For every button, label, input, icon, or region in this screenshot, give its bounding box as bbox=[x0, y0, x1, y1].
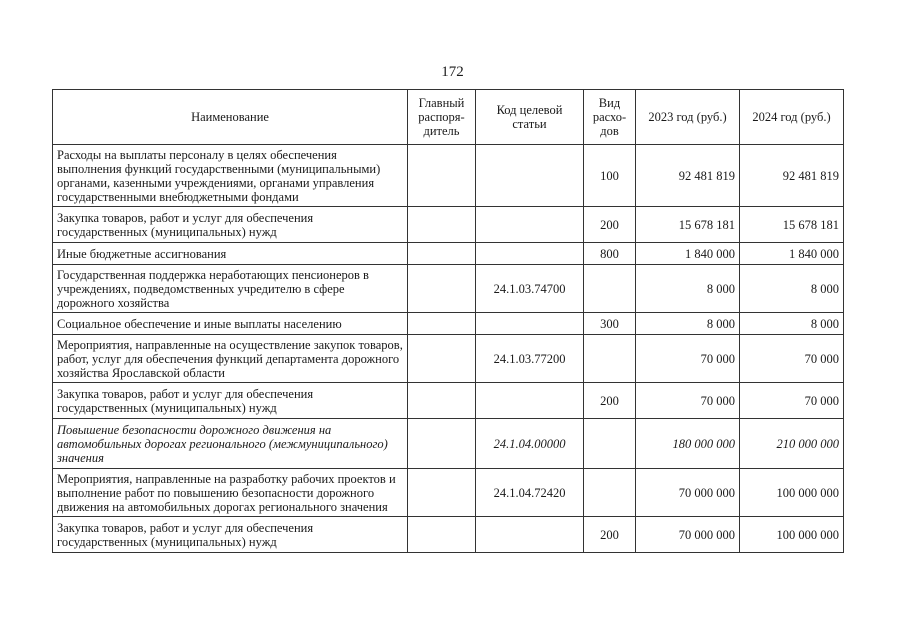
cell-kind: 200 bbox=[584, 383, 636, 419]
cell-2024: 1 840 000 bbox=[740, 243, 844, 265]
table-header-row bbox=[53, 90, 844, 145]
cell-kind: 100 bbox=[584, 145, 636, 207]
cell-name: Мероприятия, направленные на осуществление закупок товаров, работ, услуг для обеспечения функций департамента дорожного хозяйства Ярославской области bbox=[53, 335, 408, 383]
cell-2023: 70 000 bbox=[636, 335, 740, 383]
cell-kind: 800 bbox=[584, 243, 636, 265]
cell-name: Закупка товаров, работ и услуг для обеспечения государственных (муниципальных) нужд bbox=[53, 207, 408, 243]
cell-name: Государственная поддержка неработающих пенсионеров в учреждениях, подведомственных учредителю в сфере дорожного хозяйства bbox=[53, 265, 408, 313]
cell-code: 24.1.04.00000 bbox=[476, 419, 584, 469]
table-body bbox=[53, 145, 844, 553]
table-row bbox=[53, 145, 844, 207]
cell-manager bbox=[408, 469, 476, 517]
cell-manager bbox=[408, 335, 476, 383]
cell-code bbox=[476, 517, 584, 553]
cell-name: Повышение безопасности дорожного движения на автомобильных дорогах регионального (межмуниципального) значения bbox=[53, 419, 408, 469]
table-row bbox=[53, 517, 844, 553]
header-name: Наименование bbox=[53, 90, 408, 145]
header-code: Код целевой статьи bbox=[476, 90, 584, 145]
cell-code bbox=[476, 145, 584, 207]
header-2023: 2023 год (руб.) bbox=[636, 90, 740, 145]
page-number: 172 bbox=[441, 64, 464, 80]
budget-table bbox=[52, 89, 844, 553]
cell-name: Закупка товаров, работ и услуг для обеспечения государственных (муниципальных) нужд bbox=[53, 383, 408, 419]
cell-2023: 92 481 819 bbox=[636, 145, 740, 207]
cell-2023: 8 000 bbox=[636, 265, 740, 313]
cell-code: 24.1.03.77200 bbox=[476, 335, 584, 383]
cell-code: 24.1.03.74700 bbox=[476, 265, 584, 313]
cell-2024: 70 000 bbox=[740, 383, 844, 419]
cell-code bbox=[476, 383, 584, 419]
cell-2024: 100 000 000 bbox=[740, 517, 844, 553]
cell-manager bbox=[408, 145, 476, 207]
cell-2024: 15 678 181 bbox=[740, 207, 844, 243]
table-row bbox=[53, 383, 844, 419]
cell-2024: 70 000 bbox=[740, 335, 844, 383]
cell-2024: 210 000 000 bbox=[740, 419, 844, 469]
cell-code bbox=[476, 313, 584, 335]
cell-name: Мероприятия, направленные на разработку рабочих проектов и выполнение работ по повышению безопасности дорожного движения на автомобильных дорогах регионального значения bbox=[53, 469, 408, 517]
cell-2023: 70 000 bbox=[636, 383, 740, 419]
cell-manager bbox=[408, 419, 476, 469]
header-2024: 2024 год (руб.) bbox=[740, 90, 844, 145]
cell-2023: 180 000 000 bbox=[636, 419, 740, 469]
cell-2023: 70 000 000 bbox=[636, 469, 740, 517]
cell-manager bbox=[408, 313, 476, 335]
cell-2024: 8 000 bbox=[740, 313, 844, 335]
cell-manager bbox=[408, 265, 476, 313]
cell-name: Закупка товаров, работ и услуг для обеспечения государственных (муниципальных) нужд bbox=[53, 517, 408, 553]
cell-name: Социальное обеспечение и иные выплаты населению bbox=[53, 313, 408, 335]
cell-2023: 70 000 000 bbox=[636, 517, 740, 553]
cell-kind: 300 bbox=[584, 313, 636, 335]
table-row bbox=[53, 243, 844, 265]
table-row bbox=[53, 469, 844, 517]
header-kind: Вид расхо-дов bbox=[584, 90, 636, 145]
cell-kind bbox=[584, 419, 636, 469]
table-row bbox=[53, 265, 844, 313]
table-row bbox=[53, 313, 844, 335]
cell-2023: 1 840 000 bbox=[636, 243, 740, 265]
table-row bbox=[53, 207, 844, 243]
cell-code bbox=[476, 207, 584, 243]
cell-manager bbox=[408, 517, 476, 553]
table-row bbox=[53, 335, 844, 383]
header-manager: Главный распоря-дитель bbox=[408, 90, 476, 145]
table-row bbox=[53, 419, 844, 469]
cell-code: 24.1.04.72420 bbox=[476, 469, 584, 517]
cell-manager bbox=[408, 207, 476, 243]
cell-2023: 8 000 bbox=[636, 313, 740, 335]
cell-name: Расходы на выплаты персоналу в целях обеспечения выполнения функций государственными (муниципальными) органами, казенными учреждениями, органами управления государственными внебюджетными фондами bbox=[53, 145, 408, 207]
cell-2024: 92 481 819 bbox=[740, 145, 844, 207]
cell-kind: 200 bbox=[584, 207, 636, 243]
cell-kind bbox=[584, 265, 636, 313]
cell-2024: 8 000 bbox=[740, 265, 844, 313]
cell-kind bbox=[584, 469, 636, 517]
cell-kind: 200 bbox=[584, 517, 636, 553]
cell-name: Иные бюджетные ассигнования bbox=[53, 243, 408, 265]
cell-2023: 15 678 181 bbox=[636, 207, 740, 243]
cell-2024: 100 000 000 bbox=[740, 469, 844, 517]
cell-manager bbox=[408, 383, 476, 419]
cell-manager bbox=[408, 243, 476, 265]
cell-code bbox=[476, 243, 584, 265]
cell-kind bbox=[584, 335, 636, 383]
